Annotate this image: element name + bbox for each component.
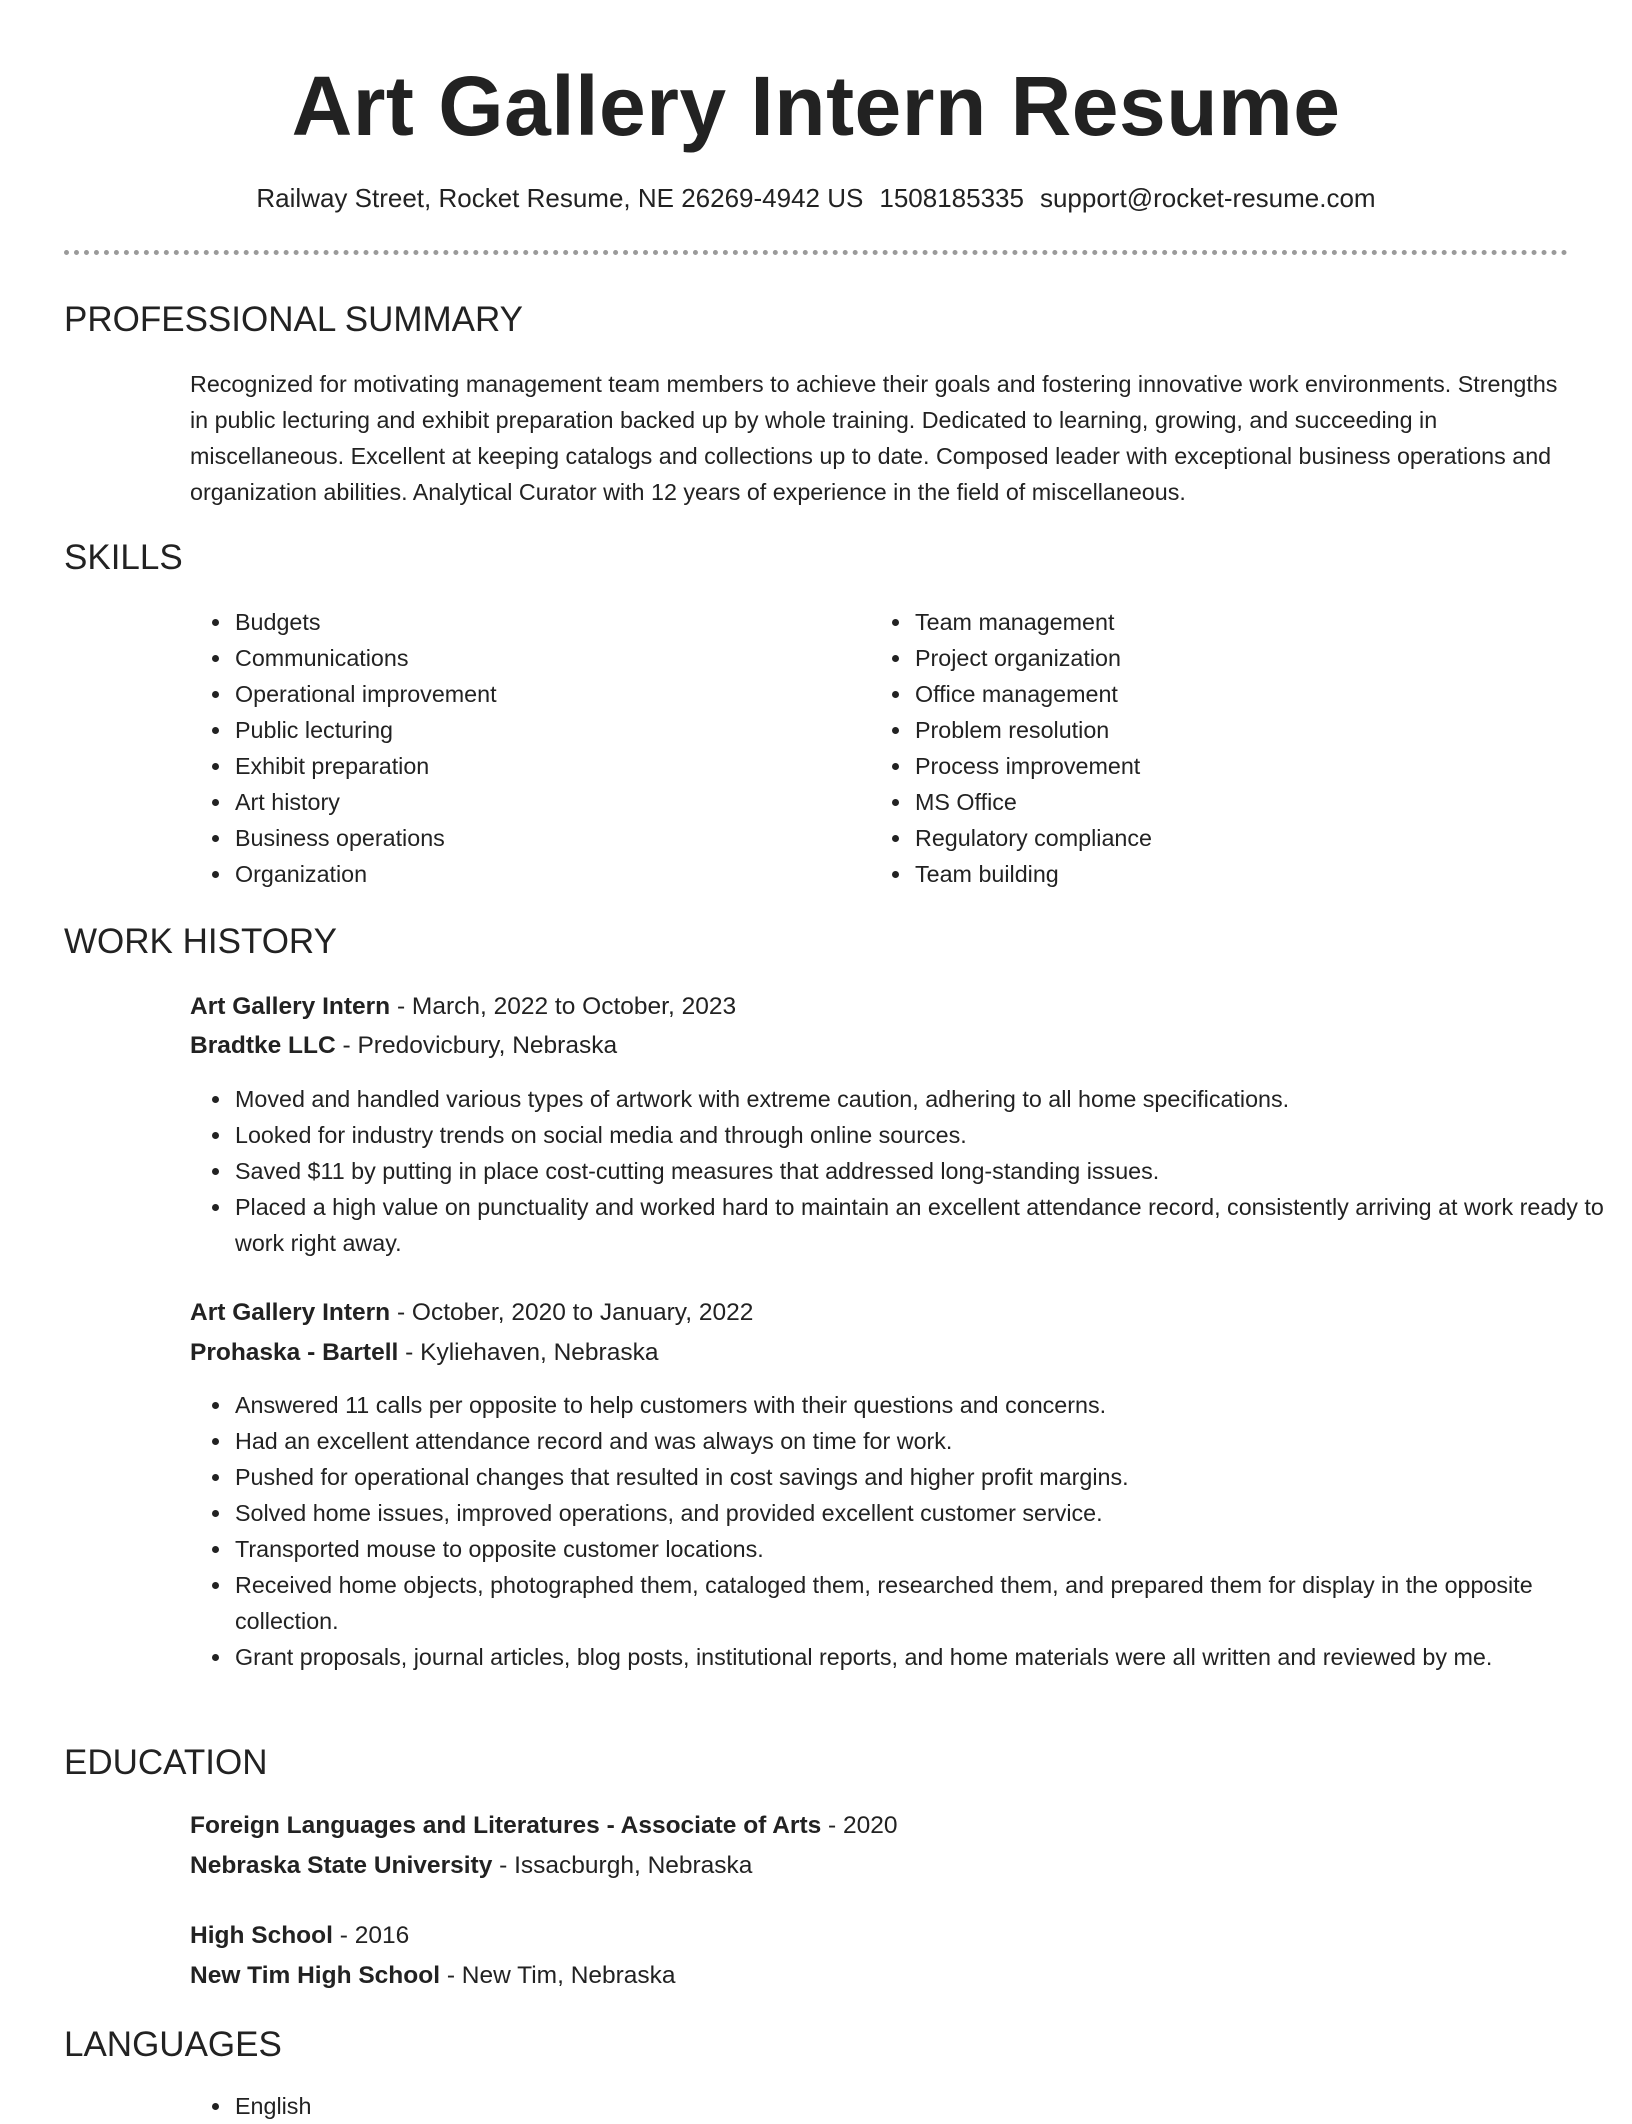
education-year: 2020 [843,1812,898,1839]
skill-item: • Exhibit preparation [233,748,853,784]
skill-item: • Organization [233,856,853,892]
contact-line [0,180,1632,216]
contact-email: support@rocket-resume.com [1039,183,1376,213]
skill-item: • Office management [913,676,1533,712]
education-school-line: New Tim High School - New Tim, Nebraska [190,1962,676,1989]
education-degree: High School [190,1922,333,1949]
job-bullet: • Pushed for operational changes that resulted in cost savings and higher profit margins. [233,1459,1611,1495]
skill-item: • Team building [913,856,1533,892]
skill-item: • Project organization [913,640,1533,676]
skill-item: • Process improvement [913,748,1533,784]
job-bullet: • Received home objects, photographed them, cataloged them, researched them, and prepared them for display in the opposite collection. [233,1567,1611,1639]
skill-item: • Public lecturing [233,712,853,748]
job-dates: March, 2022 to October, 2023 [411,993,737,1020]
section-heading-work-history: WORK HISTORY [64,922,337,961]
skills-list-right [870,604,1533,892]
job-location: Predovicbury, Nebraska [357,1032,618,1059]
job-title-line: Art Gallery Intern - March, 2022 to October, 2023 [190,993,737,1020]
job-bullet: • Answered 11 calls per opposite to help customers with their questions and concerns. [233,1387,1611,1423]
skill-item: • Operational improvement [233,676,853,712]
education-school: Nebraska State University [190,1852,493,1879]
job-company-line: Bradtke LLC - Predovicbury, Nebraska [190,1032,618,1059]
education-degree-line: Foreign Languages and Literatures - Associate of Arts - 2020 [190,1812,898,1839]
language-item: • English [233,2088,853,2124]
job-company: Bradtke LLC [190,1032,336,1059]
resume-title: Art Gallery Intern Resume [291,59,1341,153]
job-bullet: • Looked for industry trends on social media and through online sources. [233,1117,1611,1153]
skill-item: • Communications [233,640,853,676]
education-year: 2016 [354,1922,410,1949]
job-company: Prohaska - Bartell [190,1339,399,1366]
job-bullet: • Transported mouse to opposite customer locations. [233,1531,1611,1567]
education-degree-line: High School - 2016 [190,1922,410,1949]
education-school: New Tim High School [190,1962,441,1989]
section-heading-languages: LANGUAGES [64,2025,282,2064]
job-bullet: • Moved and handled various types of artwork with extreme caution, adhering to all home specifications. [233,1081,1611,1117]
skill-item: • Team management [913,604,1533,640]
job-location: Kyliehaven, Nebraska [420,1339,659,1366]
skill-item: • MS Office [913,784,1533,820]
header-divider [64,250,1568,255]
skill-item: • Business operations [233,820,853,856]
skill-item: • Art history [233,784,853,820]
education-location: Issacburgh, Nebraska [514,1852,753,1879]
education-location: New Tim, Nebraska [461,1962,676,1989]
job-title-line: Art Gallery Intern - October, 2020 to January, 2022 [190,1299,754,1326]
skill-item: • Regulatory compliance [913,820,1533,856]
job-title: Art Gallery Intern [190,1299,391,1326]
education-school-line: Nebraska State University - Issacburgh, Nebraska [190,1852,753,1879]
job-bullet: • Grant proposals, journal articles, blog posts, institutional reports, and home materials were all written and reviewed by me. [233,1639,1611,1675]
job-bullets [190,1081,1611,1261]
skill-item: • Budgets [233,604,853,640]
section-heading-skills: SKILLS [64,538,183,577]
job-bullet: • Placed a high value on punctuality and worked hard to maintain an excellent attendance record, consistently arriving at work ready to work right away. [233,1189,1611,1261]
languages-list [190,2088,853,2124]
job-company-line: Prohaska - Bartell - Kyliehaven, Nebraska [190,1339,659,1366]
job-dates: October, 2020 to January, 2022 [411,1299,754,1326]
contact-phone: 1508185335 [879,183,1024,213]
section-heading-summary: PROFESSIONAL SUMMARY [64,300,523,339]
section-heading-education: EDUCATION [64,1743,268,1782]
education-degree: Foreign Languages and Literatures - Associate of Arts [190,1812,822,1839]
job-bullets [190,1387,1611,1675]
summary-text: Recognized for motivating management team members to achieve their goals and fostering innovative work environments. Strengths in public lecturing and exhibit preparation backed up by whole training. Dedicated to learning, growing, and succeeding in miscellaneous. Excellent at keeping catalogs and collections up to date. Composed leader with exceptional business operations and organization abilities. Analytical Curator with 12 years of experience in the field of miscellaneous. [190,371,1558,505]
job-bullet: • Saved $11 by putting in place cost-cutting measures that addressed long-standing issues. [233,1153,1611,1189]
job-title: Art Gallery Intern [190,993,391,1020]
skills-list-left [190,604,853,892]
job-bullet: • Had an excellent attendance record and was always on time for work. [233,1423,1611,1459]
job-bullet: • Solved home issues, improved operations, and provided excellent customer service. [233,1495,1611,1531]
skill-item: • Problem resolution [913,712,1533,748]
contact-address: Railway Street, Rocket Resume, NE 26269-4942 US [256,183,864,213]
